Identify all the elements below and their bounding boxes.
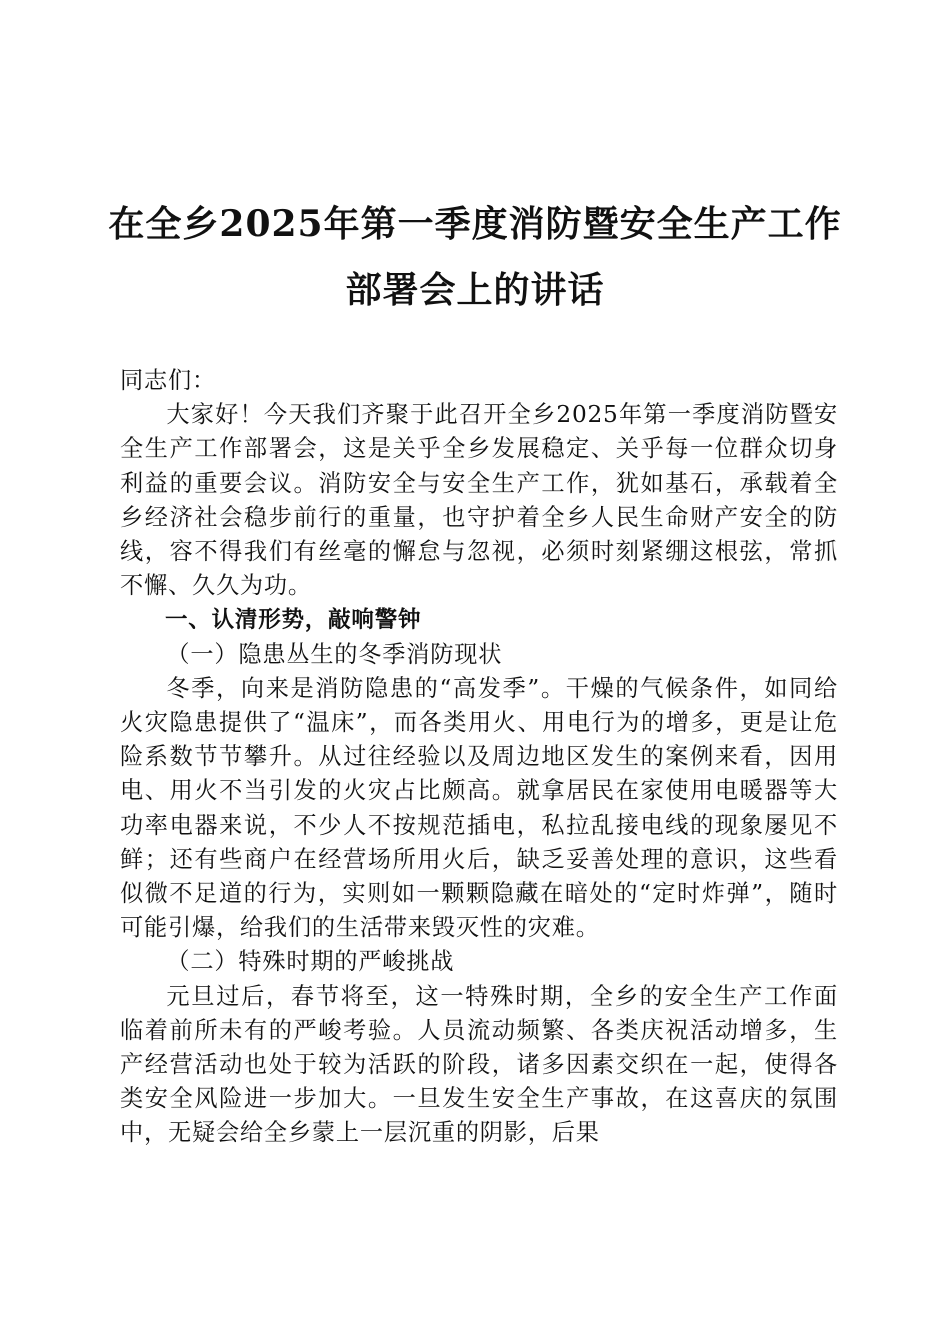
salutation: 同志们： xyxy=(120,367,216,394)
subsection-paragraph-2: 元旦过后，春节将至，这一特殊时期，全乡的安全生产工作面临着前所未有的严峻考验。人员流动频繁、各类庆祝活动增多，生产经营活动也处于较为活跃的阶段，诸多因素交织在一起，使得各类安全风险进一步加大。一旦发生安全生产事故，在这喜庆的氛围中，无疑会给全乡蒙上一层沉重的阴影，后果 xyxy=(120,982,838,1147)
document-body xyxy=(120,364,838,1151)
subsection-heading-1: （一）隐患丛生的冬季消防现状 xyxy=(166,640,503,668)
subsection-paragraph-1: 冬季，向来是消防隐患的“高发季”。干燥的气候条件，如同给火灾隐患提供了“温床”，而各类用火、用电行为的增多，更是让危险系数节节攀升。从过往经验以及周边地区发生的案例来看，因用电、用火不当引发的火灾占比颇高。就拿居民在家使用电暖器等大功率电器来说，不少人不按规范插电，私拉乱接电线的现象屡见不鲜；还有些商户在经营场所用火后，缺乏妥善处理的意识，这些看似微不足道的行为，实则如一颗颗隐藏在暗处的“定时炸弹”，随时可能引爆，给我们的生活带来毁灭性的灾难。 xyxy=(120,674,838,942)
intro-paragraph: 大家好！今天我们齐聚于此召开全乡2025年第一季度消防暨安全生产工作部署会，这是关乎全乡发展稳定、关乎每一位群众切身利益的重要会议。消防安全与安全生产工作，犹如基石，承载着全乡经济社会稳步前行的重量，也守护着全乡人民生命财产安全的防线，容不得我们有丝毫的懈怠与忽视，必须时刻紧绷这根弦，常抓不懈、久久为功。 xyxy=(120,401,838,600)
document-title-line-1: 在全乡2025年第一季度消防暨安全生产工作 xyxy=(108,203,842,245)
subsection-heading-2: （二）特殊时期的严峻挑战 xyxy=(166,948,455,976)
section-heading-1: 一、认清形势，敲响警钟 xyxy=(165,607,422,634)
document-title-line-2: 部署会上的讲话 xyxy=(345,269,605,311)
